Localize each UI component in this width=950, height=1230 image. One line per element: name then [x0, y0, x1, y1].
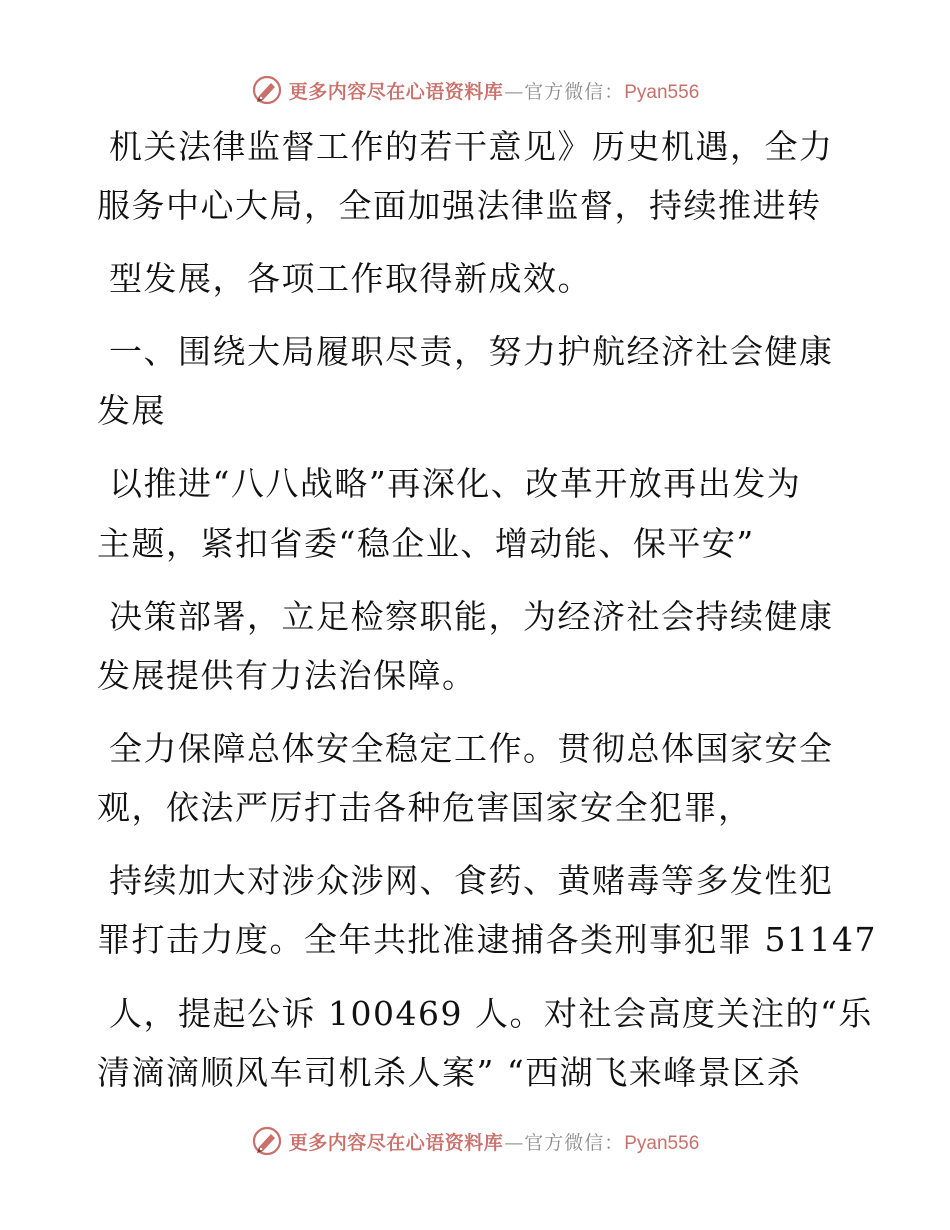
text-line: 全力保障总体安全稳定工作。贯彻总体国家安全	[109, 729, 834, 768]
banner-slogan: 更多内容尽在心语资料库	[288, 1131, 504, 1154]
banner-wechat-label: 官方微信：	[524, 1131, 625, 1154]
footer-banner	[0, 1121, 950, 1161]
text-line: 型发展，各项工作取得新成效。	[109, 259, 592, 298]
text-line: 主题，紧扣省委“稳企业、增动能、保平安”	[97, 524, 755, 563]
text-line: 观，依法严厉打击各种危害国家安全犯罪，	[97, 788, 753, 827]
text-line: 持续加大对涉众涉网、食药、黄赌毒等多发性犯	[109, 861, 834, 900]
banner-dash: —	[504, 1131, 524, 1154]
banner-wechat-label: 官方微信：	[524, 80, 625, 103]
text-line: 发展提供有力法治保障。	[97, 656, 477, 695]
text-line: 决策部署，立足检察职能，为经济社会持续健康	[109, 597, 834, 636]
text-line: 以推进“八八战略”再深化、改革开放再出发为	[109, 464, 802, 503]
text-line: 发展	[97, 391, 166, 430]
text-line: 一、围绕大局履职尽责，努力护航经济社会健康	[109, 332, 834, 371]
text-line: 清滴滴顺风车司机杀人案” “西湖飞来峰景区杀	[97, 1053, 802, 1092]
pen-logo-icon	[251, 1125, 283, 1157]
banner-wechat-id: Pyan556	[624, 81, 700, 103]
banner-slogan: 更多内容尽在心语资料库	[288, 80, 504, 103]
banner-dash: —	[504, 80, 524, 103]
text-line: 服务中心大局，全面加强法律监督，持续推进转	[97, 186, 822, 225]
text-line: 罪打击力度。全年共批准逮捕各类刑事犯罪 51147	[97, 920, 877, 959]
text-line: 机关法律监督工作的若干意见》历史机遇，全力	[109, 127, 834, 166]
text-line: 人，提起公诉 100469 人。对社会高度关注的“乐	[109, 994, 873, 1033]
banner-wechat-id: Pyan556	[624, 1132, 700, 1154]
